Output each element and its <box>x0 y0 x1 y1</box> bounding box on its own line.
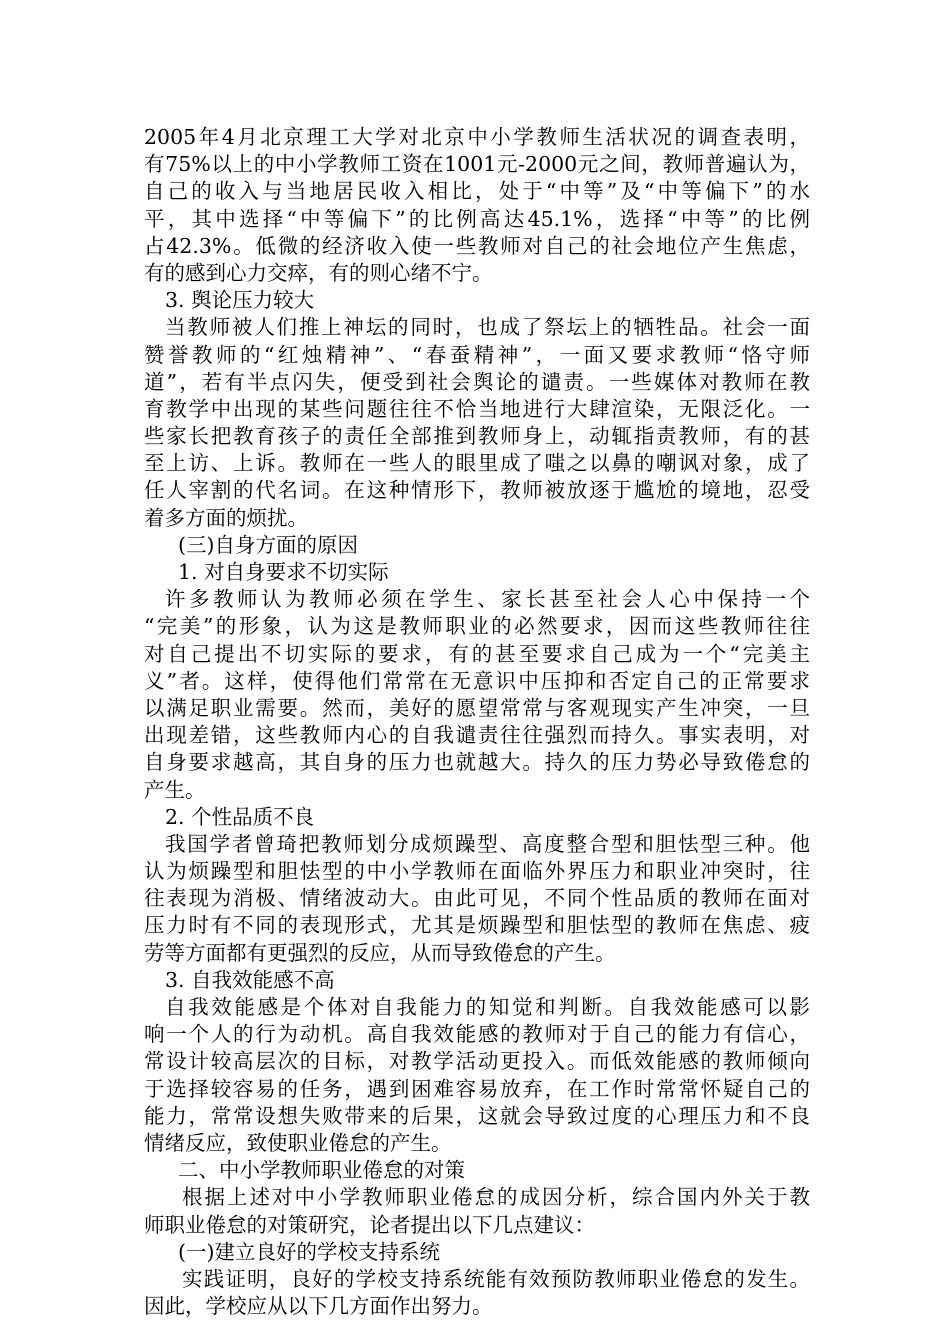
text-line: 对自己提出不切实际的要求，有的甚至要求自己成为一个“完美主 <box>144 641 810 666</box>
text-line: 有75%以上的中小学教师工资在1001元-2000元之间，教师普遍认为， <box>144 152 810 177</box>
paragraph-public-pressure <box>144 314 810 532</box>
text-line: 往表现为消极、情绪波动大。由此可见，不同个性品质的教师在面对 <box>144 886 810 911</box>
text-line: 自身要求越高，其自身的压力也就越大。持久的压力势必导致倦怠的 <box>144 750 810 775</box>
text-line: 出现差错，这些教师内心的自我谴责往往强烈而持久。事实表明，对 <box>144 723 810 748</box>
text-line: 有的感到心力交瘁，有的则心绪不宁。 <box>144 260 493 285</box>
text-line: 认为烦躁型和胆怯型的中小学教师在面临外界压力和职业冲突时，往 <box>144 859 810 884</box>
text-line: 以满足职业需要。然而，美好的愿望常常与客观现实产生冲突，一旦 <box>144 695 810 720</box>
text-line: 产生。 <box>144 777 206 802</box>
section-heading-unrealistic-demands: 1. 对自身要求不切实际 <box>178 560 389 584</box>
section-heading-school-support: (一)建立良好的学校支持系统 <box>178 1239 440 1264</box>
text-line: 赞誉教师的“红烛精神”、“春蚕精神”，一面又要求教师“恪守师 <box>144 342 810 367</box>
text-line: 响一个人的行为动机。高自我效能感的教师对于自己的能力有信心， <box>144 1022 810 1047</box>
paragraph-countermeasures-intro <box>144 1184 810 1238</box>
text-line: 情绪反应，致使职业倦怠的产生。 <box>144 1130 452 1155</box>
text-line: 根据上述对中小学教师职业倦怠的成因分析，综合国内外关于教 <box>182 1185 810 1210</box>
paragraph-self-efficacy <box>144 994 810 1157</box>
section-heading-personality: 2. 个性品质不良 <box>165 804 315 829</box>
text-line: 因此，学校应从以下几方面作出努力。 <box>144 1294 493 1319</box>
text-line: 至上访、上诉。教师在一些人的眼里成了嗤之以鼻的嘲讽对象，成了 <box>144 451 810 476</box>
text-line: 任人宰割的代名词。在这种情形下，教师被放逐于尴尬的境地，忍受 <box>144 478 810 503</box>
document-page <box>144 124 810 1320</box>
paragraph-personality <box>144 831 810 967</box>
text-line: 占42.3%。低微的经济收入使一些教师对自己的社会地位产生焦虑， <box>144 233 810 258</box>
text-line: 自我效能感是个体对自我能力的知觉和判断。自我效能感可以影 <box>165 995 810 1019</box>
paragraph-school-support <box>144 1266 810 1320</box>
text-line: 常设计较高层次的目标，对教学活动更投入。而低效能感的教师倾向 <box>144 1049 810 1074</box>
text-line: 自己的收入与当地居民收入相比，处于“中等”及“中等偏下”的水 <box>144 179 810 204</box>
text-line: 实践证明，良好的学校支持系统能有效预防教师职业倦怠的发生。 <box>182 1266 810 1291</box>
text-line: 义”者。这样，使得他们常常在无意识中压抑和否定自己的正常要求 <box>144 668 810 693</box>
text-line: 育教学中出现的某些问题往往不恰当地进行大肆渲染，无限泛化。一 <box>144 396 810 421</box>
text-line: 压力时有不同的表现形式，尤其是烦躁型和胆怯型的教师在焦虑、疲 <box>144 913 810 938</box>
text-line: “完美”的形象，认为这是教师职业的必然要求，因而这些教师往往 <box>144 614 810 639</box>
section-heading-countermeasures: 二、中小学教师职业倦怠的对策 <box>178 1158 465 1183</box>
text-line: 许多教师认为教师必须在学生、家长甚至社会人心中保持一个 <box>165 587 810 612</box>
section-heading-self-efficacy: 3. 自我效能感不高 <box>165 967 335 992</box>
paragraph-salary-survey <box>144 124 810 287</box>
text-line: 2005年4月北京理工大学对北京中小学教师生活状况的调查表明， <box>144 125 810 149</box>
text-line: 劳等方面都有更强烈的反应，从而导致倦怠的产生。 <box>144 940 616 965</box>
text-line: 能力，常常设想失败带来的后果，这就会导致过度的心理压力和不良 <box>144 1103 810 1128</box>
text-line: 平，其中选择“中等偏下”的比例高达45.1%，选择“中等”的比例 <box>144 206 810 231</box>
text-line: 于选择较容易的任务，遇到困难容易放弃，在工作时常常怀疑自己的 <box>144 1076 810 1101</box>
paragraph-unrealistic-demands <box>144 586 810 804</box>
text-line: 我国学者曾琦把教师划分成烦躁型、高度整合型和胆怯型三种。他 <box>165 831 810 856</box>
text-line: 道”，若有半点闪失，便受到社会舆论的谴责。一些媒体对教师在教 <box>144 369 810 394</box>
text-line: 些家长把教育孩子的责任全部推到教师身上，动辄指责教师，有的甚 <box>144 424 810 449</box>
text-line: 师职业倦怠的对策研究，论者提出以下几点建议： <box>144 1212 595 1237</box>
text-line: 当教师被人们推上神坛的同时，也成了祭坛上的牺牲品。社会一面 <box>165 315 810 340</box>
section-heading-public-pressure: 3. 舆论压力较大 <box>165 288 315 313</box>
text-line: 着多方面的烦扰。 <box>144 505 308 530</box>
section-heading-self-reasons: (三)自身方面的原因 <box>178 532 358 557</box>
